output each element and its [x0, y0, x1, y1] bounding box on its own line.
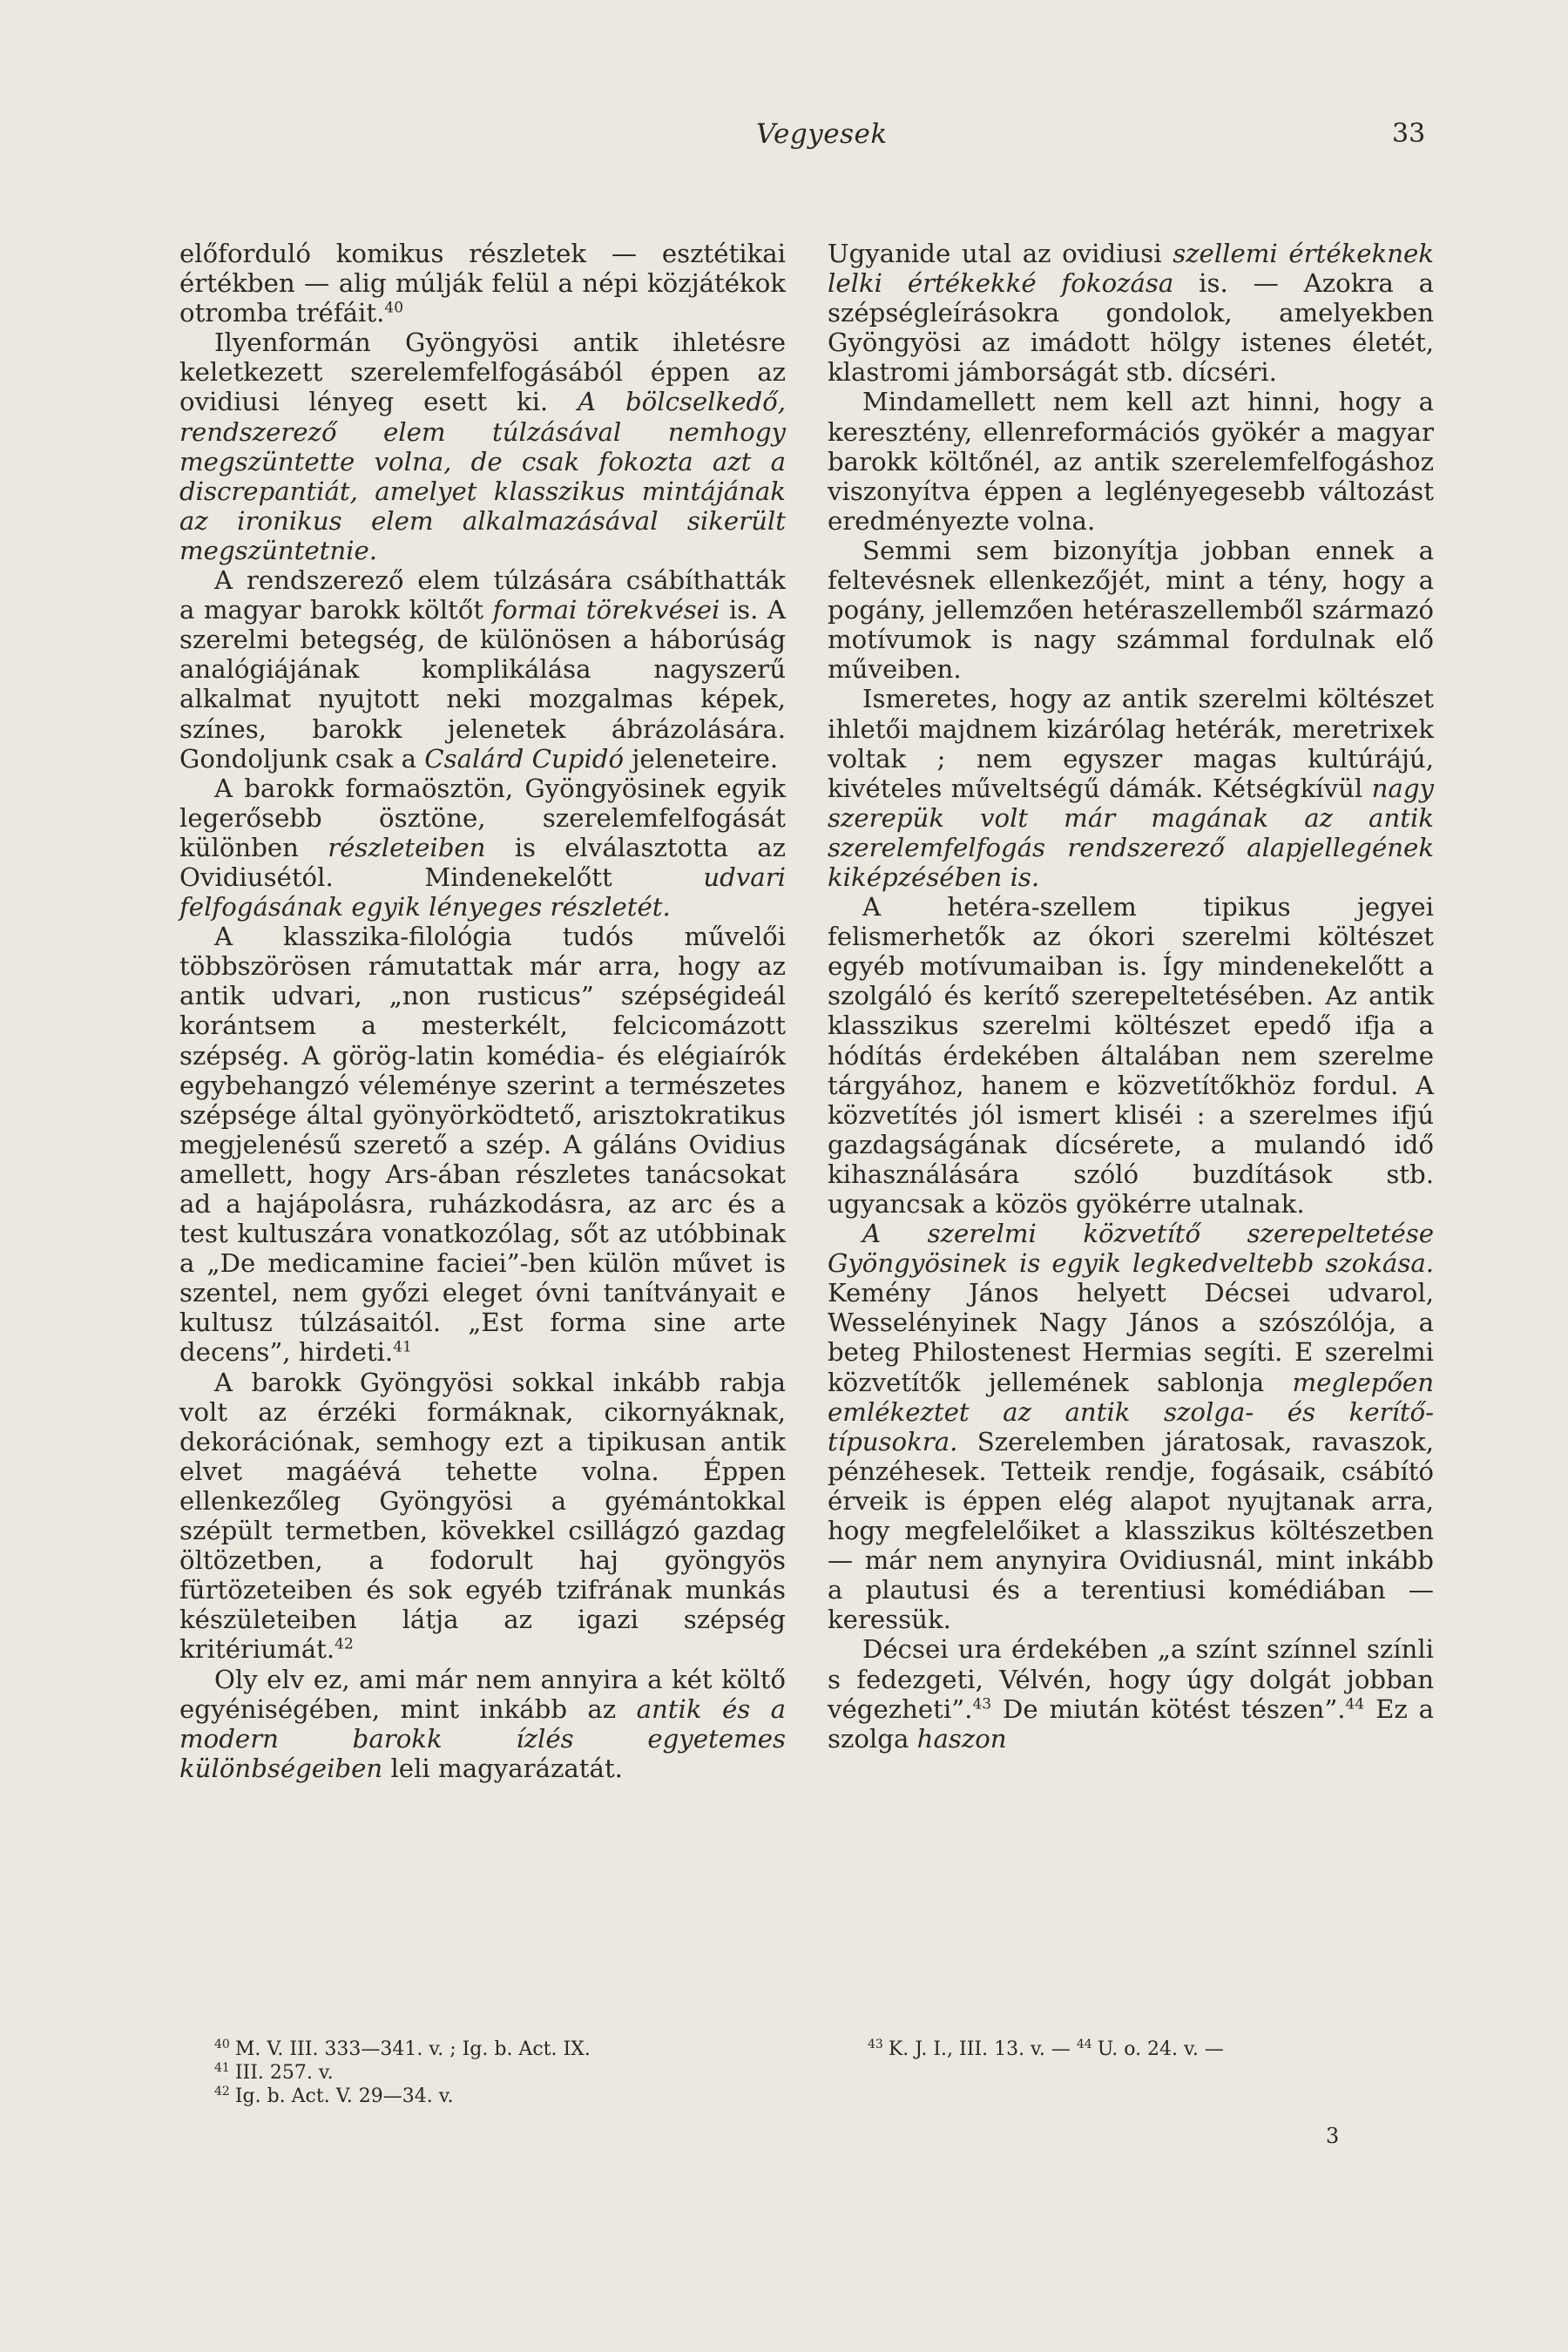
paragraph: Décsei ura érdekében „a színt színnel színli s fedezgeti, Vélvén, hogy úgy dolgát jobban végezheti”.$^{43}$ De miután kötést tészen”.$^{44}$ Ez a szolga haszon [828, 1634, 1435, 1754]
paragraph: Oly elv ez, ami már nem annyira a két költő egyéniségében, mint inkább az antik és a modern barokk ízlés egyetemes különbségeiben leli magyarázatát. [179, 1664, 786, 1783]
paragraph: Semmi sem bizonyítja jobban ennek a feltevésnek ellenkezőjét, mint a tény, hogy a pogány, jellemzően hetéraszellemből származó motívumok is nagy számmal fordulnak elő műveiben. [828, 535, 1434, 685]
paragraph: A hetéra-szellem tipikus jegyei felismerhetők az ókori szerelmi költészet egyéb motívumaiban is. Így mindenekelőtt a szolgáló és kerítő szerepeltetésében. Az antik klasszikus szerelmi költészet epedő ifja a hódítás érdekében általában nem szerelme tárgyához, hanem e közvetítőkhöz fordul. A közvetítés jól ismert kliséi : a szerelmes ifjú gazdagságának dícsérete, a mulandó idő kihasználására szóló buzdítások stb. ugyancsak a közös gyökérre utalnak. [828, 892, 1434, 1219]
footnote: $^{40}$ M. V. III. 333—341. v. ; Ig. b. Act. IX. [214, 2037, 591, 2060]
paragraph: A szerelmi közvetítő szerepeltetése Gyöngyösinek is egyik legkedveltebb szokása. Kemény János helyett Décsei udvarol, Wesselényinek Nagy János a szószólója, a beteg Philostenest Hermias segíti. E szerelmi közvetítők jellemének sablonja meglepően emlékeztet az antik szolga- és kerítő-típusokra. Szerelemben járatosak, ravaszok, pénzéhesek. Tetteik rendje, fogásaik, csábító érveik is éppen elég alapot nyujtanak arra, hogy megfelelőiket a klasszikus költészetben — már nem anynyira Ovidiusnál, mint inkább a plautusi és a terentiusi komédiában — keressük. [828, 1219, 1435, 1635]
footnote-ref: 42 [335, 1635, 354, 1653]
running-head [0, 118, 1568, 153]
paragraph: A rendszerező elem túlzására csábíthatták a magyar barokk költőt formai törekvései is. A szerelmi betegség, de különösen a háborúság analógiájának komplikálása nagyszerű alkalmat nyujtott neki mozgalmas képek, színes, barokk jelenetek ábrázolására. Gondoljunk csak a Csalárd Cupidó jeleneteire. [179, 565, 786, 774]
paragraph: Ismeretes, hogy az antik szerelmi költészet ihletői majdnem kizárólag hetérák, meretrixek voltak ; nem egyszer magas kultúrájú, kivételes műveltségű dámák. Kétségkívül nagy szerepük volt már magának az antik szerelemfelfogás rendszerező alapjellegének kiképzésében is. [828, 684, 1434, 892]
footnote-ref: 43 [972, 1694, 992, 1713]
footnote: $^{41}$ III. 257. v. [214, 2060, 334, 2084]
right-column [828, 239, 1434, 1754]
footnotes-right [868, 2038, 1224, 2061]
paragraph: Ugyanide utal az ovidiusi szellemi értékeknek lelki értékekké fokozása is. — Azokra a szépségleírásokra gondolok, amelyekben Gyöngyösi az imádott hölgy istenes életét, klastromi jámborságát stb. dícséri. [828, 239, 1434, 388]
footnote-ref: 41 [393, 1338, 412, 1356]
page-number: 33 [1392, 118, 1426, 149]
paragraph: Mindamellett nem kell azt hinni, hogy a keresztény, ellenreformációs gyökér a magyar barokk költőnél, az antik szerelemfelfogáshoz viszonyítva éppen a leglényegesebb változást eredményezte volna. [828, 387, 1434, 536]
paragraph: A barokk formaösztön, Gyöngyösinek egyik legerősebb ösztöne, szerelemfelfogását különben részleteiben is elválasztotta az Ovidiusétól. Mindenekelőtt udvari felfogásának egyik lényeges részletét. [179, 773, 787, 923]
footnote: $^{43}$ K. J. I., III. 13. v. — $^{44}$ U. o. 24. v. — [868, 2037, 1224, 2060]
footnote-ref: 44 [1345, 1694, 1365, 1713]
left-column [179, 239, 786, 1783]
footnotes-left [214, 2038, 591, 2108]
signature-mark: 3 [1326, 2124, 1340, 2148]
footnote-ref: 40 [384, 299, 404, 317]
running-title: Vegyesek [756, 118, 888, 150]
paragraph: Ilyenformán Gyöngyösi antik ihletésre keletkezett szerelemfelfogásából éppen az ovidiusi lényeg esett ki. A bölcselkedő, rendszerező elem túlzásával nemhogy megszüntette volna, de csak fokozta azt a discrepantiát, amelyet klasszikus mintájának az ironikus elem alkalmazásával sikerült megszüntetnie. [179, 328, 787, 565]
paragraph: előforduló komikus részletek — esztétikai értékben — alig múlják felül a népi közjátékok otromba tréfáit.$^{40}$ [179, 239, 786, 328]
paragraph: A barokk Gyöngyösi sokkal inkább rabja volt az érzéki formáknak, cikornyáknak, dekorációnak, semhogy ezt a tipikusan antik elvet magáévá tehette volna. Éppen ellenkezőleg Gyöngyösi a gyémántokkal szépült termetben, kövekkel csillágzó gazdag öltözetben, a fodorult haj gyöngyös fürtözeteiben és sok egyéb tzifrának munkás készületeiben látja az igazi szépség kritériumát.$^{42}$ [179, 1367, 786, 1665]
footnote: $^{42}$ Ig. b. Act. V. 29—34. v. [214, 2084, 454, 2107]
paragraph: A klasszika-filológia tudós művelői többszörösen rámutattak már arra, hogy az antik udvari, „non rusticus” szépségideál korántsem a mesterkélt, felcicomázott szépség. A görög-latin komédia- és elégiaírók egybehangzó véleménye szerint a természetes szépsége által gyönyörködtető, arisztokratikus megjelenésű szerető a szép. A gáláns Ovidius amellett, hogy Ars-ában részletes tanácsokat ad a hajápolásra, ruházkodásra, az arc és a test kultuszára vonatkozólag, sőt az utóbbinak a „De medicamine faciei”-ben külön művet is szentel, nem győzi eleget óvni tanítványait e kultusz túlzásaitól. „Est forma sine arte decens”, hirdeti.$^{41}$ [179, 922, 786, 1368]
